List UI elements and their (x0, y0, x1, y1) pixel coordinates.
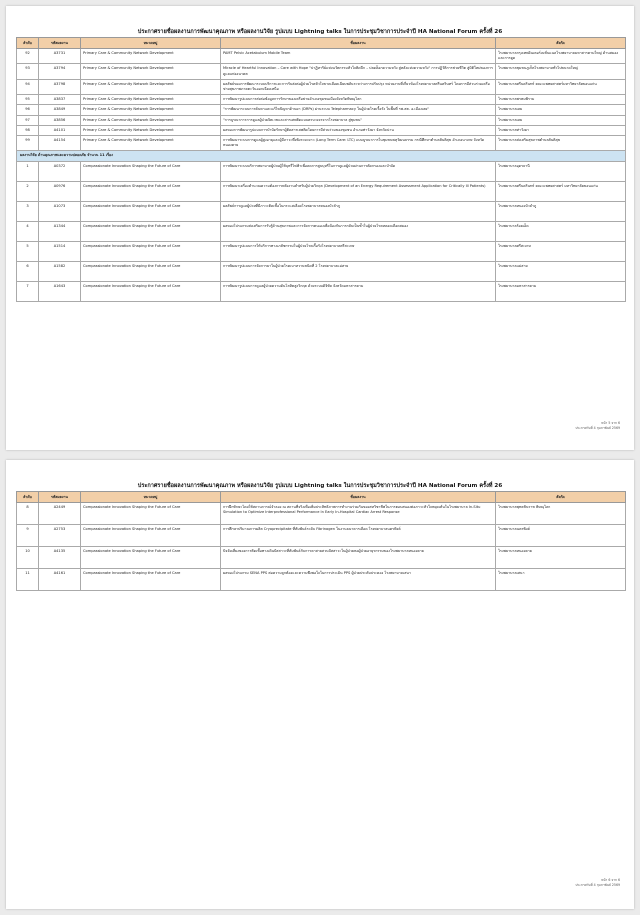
table-row (17, 95, 626, 105)
table-row (17, 547, 626, 569)
cell-code: A2753 (39, 525, 81, 547)
cell-no: 98 (17, 125, 39, 135)
table-row (17, 161, 626, 181)
cell-affiliation: โรงพยาบาลร้อยเอ็ด (496, 221, 626, 241)
cell-category: Primary Care & Community Network Development (81, 115, 221, 125)
header-no: ลำดับ (17, 492, 39, 503)
cell-affiliation: โรงพยาบาลส่งเสริมสุขภาพตำบลสันติสุข (496, 136, 626, 151)
page-title: ประกาศรายชื่อผลงานการพัฒนาคุณภาพ หรือผลงานวิจัย รูปแบบ Lightning talks ในการประชุมวิชาการประจำปี HA National Forum ครั้งที่ 26 (137, 483, 503, 489)
cell-title: การศึกษาปริมาณการผลิต Cryoprecipitate ที่สัมพันธ์ระดับ Fibrinogen ในงานธนาคารเลือด โรงพยาบาลนครพิงค์ (221, 525, 496, 547)
header-title: ชื่อผลงาน (221, 38, 496, 49)
cell-category: Compassionate Innovation Shaping the Future of Care (81, 547, 221, 569)
cell-category: Compassionate Innovation Shaping the Future of Care (81, 503, 221, 525)
cell-code: A3856 (39, 115, 81, 125)
cell-category: Primary Care & Community Network Development (81, 125, 221, 135)
cell-title: Miracle of Heartful Innovation – Care with Hope "ปาฏิหาริย์แห่งนวัตกรรมหัวใจติดปีก – ปลดล็อกความหวัง สู่หลังแห่งความหวัง" การปฏิวัติการช่วยชีวิต สู่มิติใหม่ของการดูแลแห่งอนาคต (221, 64, 496, 79)
cell-no: 8 (17, 503, 39, 525)
section-label: ผลงานวิจัย ด้านคุณภาพและความปลอดภัย จำนวน 11 เรื่อง (17, 151, 626, 161)
cell-title: การฝึกทักษะโดยใช้สถานการณ์จำลอง ณ สถานที่จริงเพื่อเพิ่มประสิทธิภาพการทำงานร่วมกันของสหวิชาชีพในการตอบสนองต่อภาวะหัวใจหยุดเต้นในโรงพยาบาล In-Situ Simulation to Optimize Interprofessional Performance In Early In-Hospital Cardiac Arrest Response (221, 503, 496, 525)
cell-affiliation: โรงพยาบาลเลย (496, 115, 626, 125)
cell-title: "การบูรณาการการดูแลผู้ป่วยจิตเวชและสารเสพติดแบบครบวงจรจากโรงพยาบาล สู่ชุมชน" (221, 115, 496, 125)
table-row (17, 221, 626, 241)
cell-code: A0372 (39, 161, 81, 181)
table-header-row (17, 38, 626, 49)
cell-no: 93 (17, 64, 39, 79)
cell-title: ผลของการพัฒนารูปแบบการบำบัดรักษาผู้ติดสารเสพติดโดยการมีส่วนร่วมของชุมชน อำเภอท่าวังผา จังหวัดน่าน (221, 125, 496, 135)
section-row (17, 151, 626, 161)
header-affiliation: สังกัด (496, 38, 626, 49)
cell-title: การพัฒนาเครื่องคำนวณความต้องการพลังงานสำหรับผู้ป่วยวิกฤต (Development of an Energy Requirement Assessment Application for Critically Ill Patients) (221, 181, 496, 201)
cell-code: A4154 (39, 136, 81, 151)
cell-no: 6 (17, 261, 39, 281)
cell-affiliation: โรงพยาบาลท่าวังผา (496, 125, 626, 135)
table-row (17, 115, 626, 125)
cell-title: การพัฒนาระบบบริการพยาบาลผู้ป่วยผู้ใช้บุหรี่ไฟฟ้าเพื่อลดการสูบบุหรี่ในการดูแลผู้ป่วยผ่านการคัดกรองและบำบัด (221, 161, 496, 181)
table-row (17, 525, 626, 547)
cell-title: ผลลัพธ์ของการพัฒนาระบบบริการและการรับส่งต่อผู้ป่วยโรคหัวใจขาดเลือดเฉียบพลันระหว่างการปรับปรุง หน่วยงานที่เกี่ยวข้องโรงพยาบาลศรีนครินทร์ โดยการมีส่วนร่วมเครือข่ายสุขภาพภาคตะวันออกเฉียงเหนือ (221, 79, 496, 94)
cell-code: A3731 (39, 49, 81, 64)
works-table (16, 491, 626, 591)
table-row (17, 125, 626, 135)
header-category: หมวดหมู่ (81, 492, 221, 503)
cell-no: 94 (17, 79, 39, 94)
document-page-2 (6, 460, 634, 909)
cell-category: Compassionate Innovation Shaping the Future of Care (81, 241, 221, 261)
announce-date: ประกาศวันที่ 4 กุมภาพันธ์ 2569 (575, 426, 620, 430)
table-row (17, 261, 626, 281)
cell-no: 92 (17, 49, 39, 64)
table-row (17, 105, 626, 115)
cell-affiliation: โรงพยาบาลพุทธชินราช พิษณุโลก (496, 503, 626, 525)
header-code: รหัสผลงาน (39, 38, 81, 49)
cell-code: A3798 (39, 79, 81, 94)
cell-no: 7 (17, 281, 39, 301)
document-page-1 (6, 6, 634, 450)
cell-affiliation: โรงพยาบาลอุดรธานี (496, 161, 626, 181)
table-row (17, 569, 626, 591)
cell-code: A1643 (39, 281, 81, 301)
cell-title: การพัฒนาระบบการดูแลผู้สูงอายุและผู้มีภาวะพึ่งพิงระยะยาว (Long Term Care: LTC) แบบบูรณาการในชุมชนพหุวัฒนธรรม กรณีศึกษาตำบลสันติสุข อำเภอนาเกษ จังหวัดหนองคาย (221, 136, 496, 151)
cell-title: "การพัฒนาระบบการค้นหาและแก้ไขปัญหาด้านยา (DRPs) ผ่านระบบ Telepharmacy ในผู้ป่วยโรคเรื้อรัง ในพื้นที่ รพ.สต. อ.เมืองเลย" (221, 105, 496, 115)
cell-no: 4 (17, 221, 39, 241)
cell-code: A3837 (39, 95, 81, 105)
table-row (17, 79, 626, 94)
table-row (17, 201, 626, 221)
cell-title: ผลของโปรแกรมส่งเสริมการรับรู้ด้านสุขภาพและการจัดการตนเองเพื่อป้องกันการกลับเป็นซ้ำในผู้ป่วยโรคหลอดเลือดสมอง (221, 221, 496, 241)
table-row (17, 64, 626, 79)
cell-title: ผลลัพธ์การดูแลผู้ป่วยที่มีภาวะติดเชื้อในกระแสเลือดโรงพยาบาลหนองบัวลำภู (221, 201, 496, 221)
page-footer (575, 878, 620, 888)
cell-no: 1 (17, 161, 39, 181)
cell-title: PAMT Pelvic Acetabulum Mobile Team (221, 49, 496, 64)
cell-affiliation: โรงพยาบาลเลย (496, 105, 626, 115)
cell-no: 5 (17, 241, 39, 261)
page-title: ประกาศรายชื่อผลงานการพัฒนาคุณภาพ หรือผลงานวิจัย รูปแบบ Lightning talks ในการประชุมวิชาการประจำปี HA National Forum ครั้งที่ 26 (137, 29, 503, 35)
cell-affiliation: โรงพยาบาลมหาสารคาม (496, 281, 626, 301)
cell-category: Compassionate Innovation Shaping the Future of Care (81, 281, 221, 301)
table-row (17, 241, 626, 261)
cell-category: Primary Care & Community Network Development (81, 105, 221, 115)
header-no: ลำดับ (17, 38, 39, 49)
cell-affiliation: โรงพยาบาลกรุงเทพอินเตอร์เนชั่นแนลโรงพยาบาลมหาสารคามใหญ่ ด้านสมองและการดูด (496, 49, 626, 64)
cell-category: Compassionate Innovation Shaping the Future of Care (81, 221, 221, 241)
cell-affiliation: โรงพยาบาลหนองคาย (496, 547, 626, 569)
cell-affiliation: โรงพยาบาลศรีสะเกษ (496, 241, 626, 261)
announce-date: ประกาศวันที่ 4 กุมภาพันธ์ 2569 (575, 883, 620, 887)
cell-affiliation: โรงพยาบาลนครพิงค์ (496, 525, 626, 547)
cell-title: ปัจจัยเสี่ยงของการติดเชื้อทางเดินปัสสาวะที่สัมพันธ์กับการคาสายสวนปัสสาวะในผู้ป่วยหอผู้ป่วยอายุรกรรมของโรงพยาบาลหนองคาย (221, 547, 496, 569)
table-header-row (17, 492, 626, 503)
cell-code: A4161 (39, 569, 81, 591)
cell-no: 11 (17, 569, 39, 591)
header-category: หมวดหมู่ (81, 38, 221, 49)
cell-title: ผลของโปรแกรม SENA PPS ต่อความถูกต้องและความพึงพอใจในการประเมิน PPS ผู้ป่วยประคับประคอง โรงพยาบาลเสนา (221, 569, 496, 591)
cell-category: Compassionate Innovation Shaping the Future of Care (81, 525, 221, 547)
header-code: รหัสผลงาน (39, 492, 81, 503)
cell-affiliation: โรงพยาบาลชุมชนภูเก็ตโรงพยาบาลทั่วไปขนาดใหญ่ (496, 64, 626, 79)
cell-no: 10 (17, 547, 39, 569)
works-table (16, 37, 626, 302)
cell-code: A2449 (39, 503, 81, 525)
cell-title: การพัฒนารูปแบบการให้บริการทางเภสัชกรรมในผู้ป่วยโรคเรื้อรังโรงพยาบาลศรีสะเกษ (221, 241, 496, 261)
cell-title: การพัฒนารูปแบบการส่งต่อข้อมูลการรักษาของเครือข่ายอำเภอชุมชนเมืองจังหวัดพิษณุโลก (221, 95, 496, 105)
cell-category: Compassionate Innovation Shaping the Future of Care (81, 569, 221, 591)
header-title: ชื่อผลงาน (221, 492, 496, 503)
cell-category: Primary Care & Community Network Development (81, 79, 221, 94)
cell-title: การพัฒนารูปแบบการจัดการยาในผู้ป่วยโรคเบาหวานชนิดที่ 2 โรงพยาบาลแม่สาย (221, 261, 496, 281)
cell-no: 2 (17, 181, 39, 201)
cell-code: A3849 (39, 105, 81, 115)
cell-no: 99 (17, 136, 39, 151)
table-row (17, 503, 626, 525)
cell-code: A0976 (39, 181, 81, 201)
cell-no: 95 (17, 95, 39, 105)
cell-affiliation: โรงพยาบาลหนองบัวลำภู (496, 201, 626, 221)
cell-no: 3 (17, 201, 39, 221)
page-number: หน้า 5 จาก 6 (601, 421, 620, 425)
page-number: หน้า 6 จาก 6 (601, 878, 620, 882)
cell-category: Primary Care & Community Network Development (81, 95, 221, 105)
cell-affiliation: โรงพยาบาลพรหมพิราม (496, 95, 626, 105)
cell-code: A4135 (39, 547, 81, 569)
cell-category: Compassionate Innovation Shaping the Future of Care (81, 181, 221, 201)
cell-code: A3794 (39, 64, 81, 79)
cell-affiliation: โรงพยาบาลศรีนครินทร์ คณะแพทยศาสตร์ มหาวิทยาลัยขอนแก่น (496, 181, 626, 201)
cell-code: A1073 (39, 201, 81, 221)
table-row (17, 181, 626, 201)
cell-code: A1514 (39, 241, 81, 261)
cell-category: Compassionate Innovation Shaping the Future of Care (81, 161, 221, 181)
cell-no: 9 (17, 525, 39, 547)
cell-no: 97 (17, 115, 39, 125)
page-footer (575, 421, 620, 431)
cell-affiliation: โรงพยาบาลเสนา (496, 569, 626, 591)
cell-code: A1344 (39, 221, 81, 241)
table-row (17, 136, 626, 151)
cell-category: Compassionate Innovation Shaping the Future of Care (81, 261, 221, 281)
header-affiliation: สังกัด (496, 492, 626, 503)
cell-category: Primary Care & Community Network Development (81, 136, 221, 151)
cell-affiliation: โรงพยาบาลศรีนครินทร์ คณะแพทยศาสตร์มหาวิทยาลัยขอนแก่น (496, 79, 626, 94)
cell-no: 96 (17, 105, 39, 115)
table-row (17, 281, 626, 301)
cell-affiliation: โรงพยาบาลแม่สาย (496, 261, 626, 281)
table-row (17, 49, 626, 64)
cell-category: Primary Care & Community Network Development (81, 64, 221, 79)
cell-category: Primary Care & Community Network Development (81, 49, 221, 64)
cell-title: การพัฒนารูปแบบการดูแลผู้ป่วยความดันโลหิตสูงวิกฤต ด้วยระบบดิจิทัล จังหวัดมหาสารคาม (221, 281, 496, 301)
cell-code: A4101 (39, 125, 81, 135)
cell-category: Compassionate Innovation Shaping the Future of Care (81, 201, 221, 221)
cell-code: A1582 (39, 261, 81, 281)
